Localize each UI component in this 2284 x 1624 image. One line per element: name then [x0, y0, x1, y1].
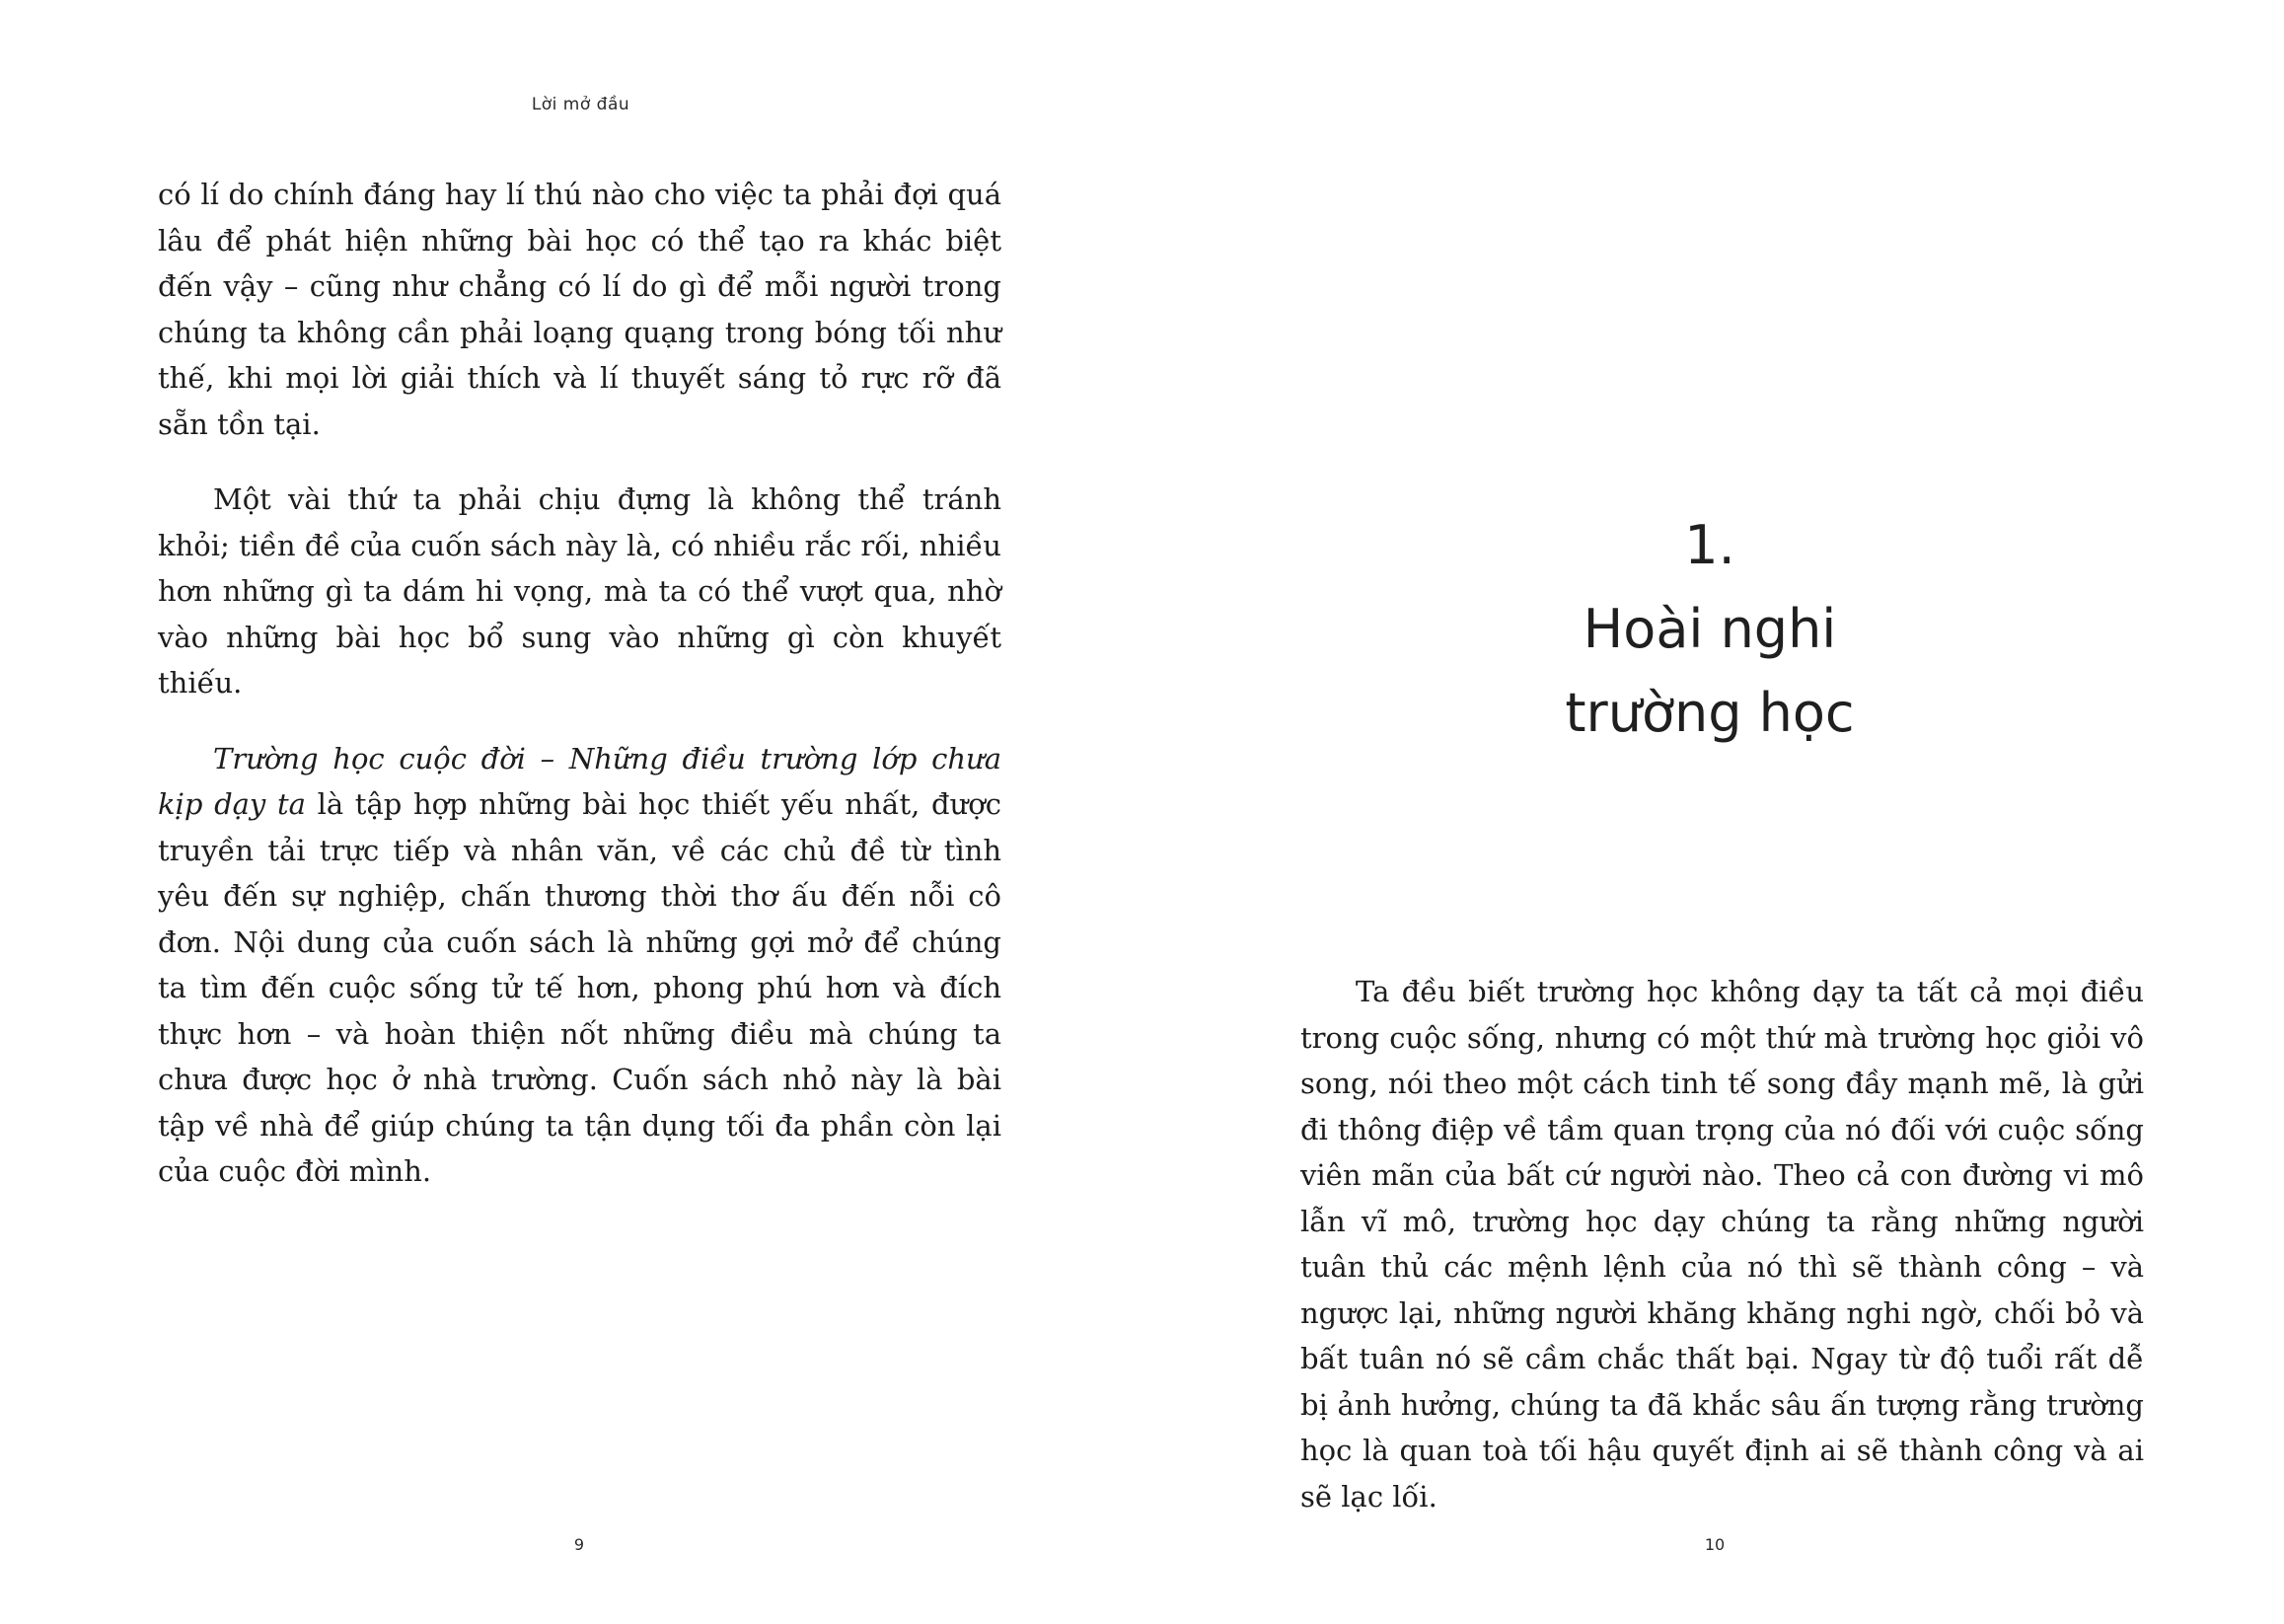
paragraph-3	[158, 736, 1001, 1195]
paragraph-2: Một vài thứ ta phải chịu đựng là không thể tránh khỏi; tiền đề của cuốn sách này là, có nhiều rắc rối, nhiều hơn những gì ta dám hi vọng, mà ta có thể vượt qua, nhờ vào những bài học bổ sung vào những gì còn khuyết thiếu.	[158, 482, 1001, 700]
left-page-body	[158, 172, 1001, 1224]
paragraph-3-text: là tập hợp những bài học thiết yếu nhất, được truyền tải trực tiếp và nhân văn, về các chủ đề từ tình yêu đến sự nghiệp, chấn thương thời thơ ấu đến nỗi cô đơn. Nội dung của cuốn sách là những gợi mở để chúng ta tìm đến cuộc sống tử tế hơn, phong phú hơn và đích thực hơn – và hoàn thiện nốt những điều mà chúng ta chưa được học ở nhà trường. Cuốn sách nhỏ này là bài tập về nhà để giúp chúng ta tận dụng tối đa phần còn lại của cuộc đời mình.	[158, 787, 1002, 1188]
book-title: Trường học cuộc đời – Những điều trường lớp chưa kịp dạy ta	[158, 741, 1001, 821]
chapter-title-line-2: trường học	[1565, 682, 1855, 744]
chapter-heading	[1142, 503, 2277, 755]
right-page-body	[1300, 969, 2144, 1549]
chapter-paragraph-1: Ta đều biết trường học không dạy ta tất cả mọi điều trong cuộc sống, nhưng có một thứ mà trường học giỏi vô song, nói theo một cách tinh tế song đầy mạnh mẽ, là gửi đi thông điệp về tầm quan trọng của nó đối với cuộc sống viên mãn của bất cứ người nào. Theo cả con đường vi mô lẫn vĩ mô, trường học dạy chúng ta rằng những người tuân thủ các mệnh lệnh của nó thì sẽ thành công – và ngược lại, những người khăng khăng nghi ngờ, chối bỏ và bất tuân nó sẽ cầm chắc thất bại. Ngay từ độ tuổi rất dễ bị ảnh hưởng, chúng ta đã khắc sâu ấn tượng rằng trường học là quan toà tối hậu quyết định ai sẽ thành công và ai sẽ lạc lối.	[1300, 975, 2144, 1513]
page-number: 9	[573, 1535, 585, 1554]
right-page	[1142, 0, 2284, 1624]
paragraph-1: có lí do chính đáng hay lí thú nào cho việc ta phải đợi quá lâu để phát hiện những bài học có thể tạo ra khác biệt đến vậy – cũng như chẳng có lí do gì để mỗi người trong chúng ta không cần phải loạng quạng trong bóng tối như thế, khi mọi lời giải thích và lí thuyết sáng tỏ rực rỡ đã sẵn tồn tại.	[158, 178, 1001, 441]
page-number: 10	[1704, 1535, 1726, 1554]
chapter-number: 1.	[1684, 514, 1735, 576]
chapter-title-line-1: Hoài nghi	[1583, 598, 1837, 660]
running-header: Lời mở đầu	[531, 95, 630, 114]
